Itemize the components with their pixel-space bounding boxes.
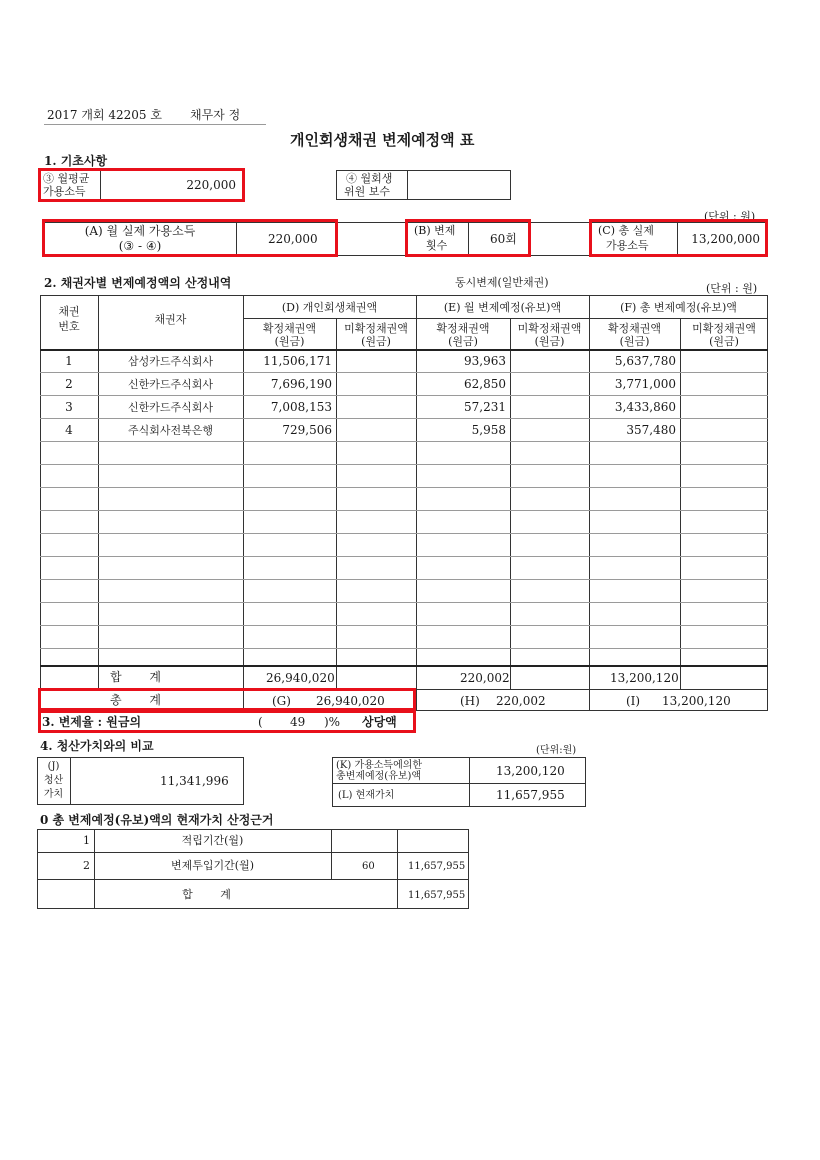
highlight-total — [38, 688, 416, 711]
pv-row-no: 1 — [83, 834, 90, 847]
pv-row-no: 2 — [83, 859, 90, 872]
section2-heading: 2. 채권자별 변제예정액의 산정내역 — [44, 276, 232, 290]
col-creditor-no-2: 번호 — [58, 320, 80, 333]
row-no: 2 — [65, 377, 73, 391]
i-value: 13,200,120 — [662, 694, 731, 708]
sub-unconfirmed: 미확정채권액 — [692, 322, 756, 335]
unit-label-2: (단위 : 원) — [706, 282, 758, 295]
k-label: (K) 가용소득에의한 — [336, 760, 423, 771]
row-no: 4 — [65, 423, 73, 437]
rate-close: )% — [324, 715, 341, 729]
pv-total-value: 11,657,955 — [408, 890, 466, 901]
monthly-income-value: 220,000 — [186, 178, 236, 192]
subtotal-label: 합 계 — [110, 670, 173, 684]
h-label: (H) — [460, 694, 480, 708]
section5-heading: 0 총 변제예정(유보)액의 현재가치 산정근거 — [40, 813, 274, 827]
row-e-confirmed: 57,231 — [464, 400, 506, 414]
trustee-fee-label: ④ 월회생 — [346, 172, 393, 185]
unit-label-3: (단위:원) — [536, 745, 577, 756]
c-value: 13,200,000 — [691, 232, 760, 246]
c-label: (C) 총 실제 — [598, 224, 654, 237]
total-label: 총 계 — [110, 693, 173, 707]
row-e-confirmed: 62,850 — [464, 377, 506, 391]
repayment-rate-suffix: 상당액 — [362, 715, 397, 729]
col-d: (D) 개인회생채권액 — [281, 301, 378, 314]
debtor-name: 채무자 정 — [190, 108, 241, 122]
g-value: 26,940,020 — [316, 694, 385, 708]
row-f-confirmed: 3,771,000 — [614, 377, 676, 391]
trustee-fee-label-2: 위원 보수 — [344, 185, 391, 198]
pv-row-value: 11,657,955 — [408, 861, 466, 872]
j-label-2: 청산 — [43, 775, 64, 786]
k-value: 13,200,120 — [496, 764, 565, 778]
row-d-confirmed: 729,506 — [282, 423, 332, 437]
sub-confirmed-2: (원금) — [619, 335, 650, 348]
l-label: (L) 현재가치 — [338, 790, 395, 801]
repayment-rate-label: 3. 변제율 : 원금의 — [42, 715, 142, 729]
section4-heading: 4. 청산가치와의 비교 — [40, 739, 154, 753]
pv-row-months: 60 — [362, 861, 375, 872]
pv-row-label: 적립기간(월) — [181, 834, 244, 847]
subtotal-d: 26,940,020 — [266, 671, 335, 685]
highlight-a — [42, 219, 338, 257]
highlight-rate — [38, 710, 416, 733]
page-title: 개인회생채권 변제예정액 표 — [290, 131, 475, 149]
sub-confirmed: 확정채권액 — [607, 322, 662, 335]
unit-label-1: (단위 : 원) — [704, 210, 756, 223]
b-label-2: 횟수 — [426, 239, 448, 252]
sub-unconfirmed: 미확정채권액 — [344, 322, 408, 335]
sub-unconfirmed-2: (원금) — [534, 335, 565, 348]
row-d-confirmed: 7,008,153 — [270, 400, 332, 414]
col-creditor-no: 채권 — [58, 305, 80, 318]
h-value: 220,002 — [496, 694, 546, 708]
sub-unconfirmed: 미확정채권액 — [517, 322, 582, 335]
row-d-confirmed: 11,506,171 — [263, 354, 332, 368]
repayment-rate-value: 49 — [290, 715, 306, 729]
highlight-b — [405, 219, 531, 257]
row-f-confirmed: 5,637,780 — [614, 354, 676, 368]
row-creditor: 삼성카드주식회사 — [127, 355, 213, 368]
a-label: (A) 월 실제 가용소득 — [84, 224, 196, 238]
subtotal-e: 220,002 — [460, 671, 510, 685]
b-label: (B) 변제 — [414, 224, 456, 237]
row-creditor: 신한카드주식회사 — [127, 378, 213, 391]
j-value: 11,341,996 — [160, 774, 229, 788]
row-f-confirmed: 3,433,860 — [614, 400, 676, 414]
c-label-2: 가용소득 — [606, 239, 649, 252]
monthly-income-label-2: 가용소득 — [43, 185, 86, 198]
subtotal-f: 13,200,120 — [610, 671, 679, 685]
row-e-confirmed: 5,958 — [471, 423, 506, 437]
col-e: (E) 월 변제예정(유보)액 — [443, 301, 562, 314]
row-d-confirmed: 7,696,190 — [270, 377, 332, 391]
section1-heading: 1. 기초사항 — [44, 154, 108, 168]
i-label: (I) — [626, 694, 641, 708]
j-label-3: 가치 — [43, 789, 64, 800]
highlight-monthly-income — [38, 168, 245, 202]
row-creditor: 주식회사전북은행 — [127, 424, 213, 437]
row-creditor: 신한카드주식회사 — [127, 401, 213, 414]
col-f: (F) 총 변제예정(유보)액 — [620, 301, 737, 314]
row-no: 3 — [65, 400, 73, 414]
pv-total-label: 합 계 — [182, 888, 243, 901]
highlight-c — [589, 219, 768, 257]
sub-unconfirmed-2: (원금) — [709, 335, 739, 348]
case-number: 2017 개회 42205 호 — [47, 108, 162, 122]
a-value: 220,000 — [268, 232, 318, 246]
sub-confirmed-2: (원금) — [448, 335, 478, 348]
monthly-income-label: ③ 월평균 — [43, 172, 90, 185]
col-creditor: 채권자 — [154, 313, 187, 326]
rate-open: ( — [258, 715, 263, 729]
row-e-confirmed: 93,963 — [464, 354, 506, 368]
j-label: (J) — [47, 761, 60, 772]
sub-confirmed: 확정채권액 — [436, 322, 490, 335]
row-no: 1 — [65, 354, 73, 368]
pv-row-label: 변제투입기간(월) — [171, 859, 254, 872]
a-label-2: (③ - ④) — [118, 239, 162, 253]
g-label: (G) — [272, 694, 291, 708]
sub-confirmed: 확정채권액 — [262, 322, 317, 335]
k-label-2: 총변제예정(유보)액 — [336, 771, 422, 782]
row-f-confirmed: 357,480 — [626, 423, 676, 437]
sub-confirmed-2: (원금) — [274, 335, 305, 348]
sub-unconfirmed-2: (원금) — [361, 335, 391, 348]
l-value: 11,657,955 — [496, 788, 565, 802]
section2-note: 동시변제(일반채권) — [455, 276, 549, 289]
b-value: 60회 — [490, 232, 517, 246]
